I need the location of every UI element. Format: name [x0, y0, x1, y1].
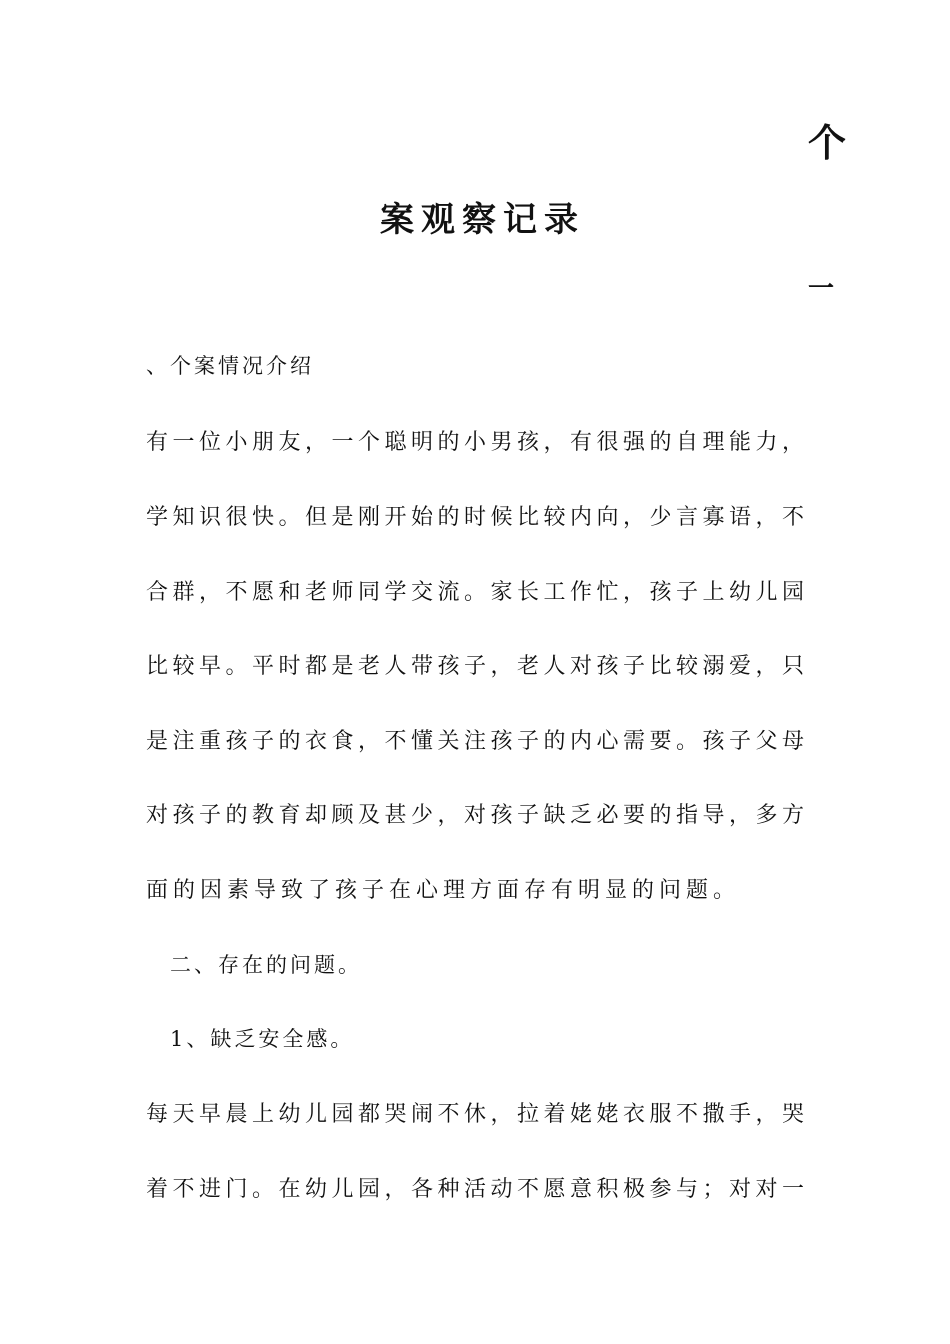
- paragraph-line: 对孩子的教育却顾及甚少，对孩子缺乏必要的指导，多方: [146, 803, 804, 828]
- paragraph-line: 面的因素导致了孩子在心理方面存有明显的问题。: [146, 878, 741, 903]
- section1-heading: 、个案情况介绍: [146, 354, 314, 378]
- paragraph-line: 是注重孩子的衣食，不懂关注孩子的内心需要。孩子父母: [146, 729, 804, 754]
- paragraph-line: 学知识很快。但是刚开始的时候比较内向，少言寡语，不: [146, 505, 804, 530]
- paragraph-line: 合群，不愿和老师同学交流。家长工作忙，孩子上幼儿园: [146, 580, 804, 605]
- section-number-fragment: 一: [808, 274, 835, 304]
- paragraph-line: 着不进门。在幼儿园，各种活动不愿意积极参与；对对一: [146, 1177, 804, 1202]
- section2-heading: 二、存在的问题。: [170, 953, 362, 977]
- paragraph-line: 每天早晨上幼儿园都哭闹不休，拉着姥姥衣服不撒手，哭: [146, 1102, 804, 1127]
- subsection1-heading: 1、缺乏安全感。: [170, 1027, 355, 1051]
- page-title: 案观察记录: [380, 200, 585, 240]
- title-fragment-right: 个: [808, 120, 847, 165]
- paragraph-line: 比较早。平时都是老人带孩子，老人对孩子比较溺爱，只: [146, 654, 804, 679]
- paragraph-line: 有一位小朋友，一个聪明的小男孩，有很强的自理能力，: [146, 430, 804, 455]
